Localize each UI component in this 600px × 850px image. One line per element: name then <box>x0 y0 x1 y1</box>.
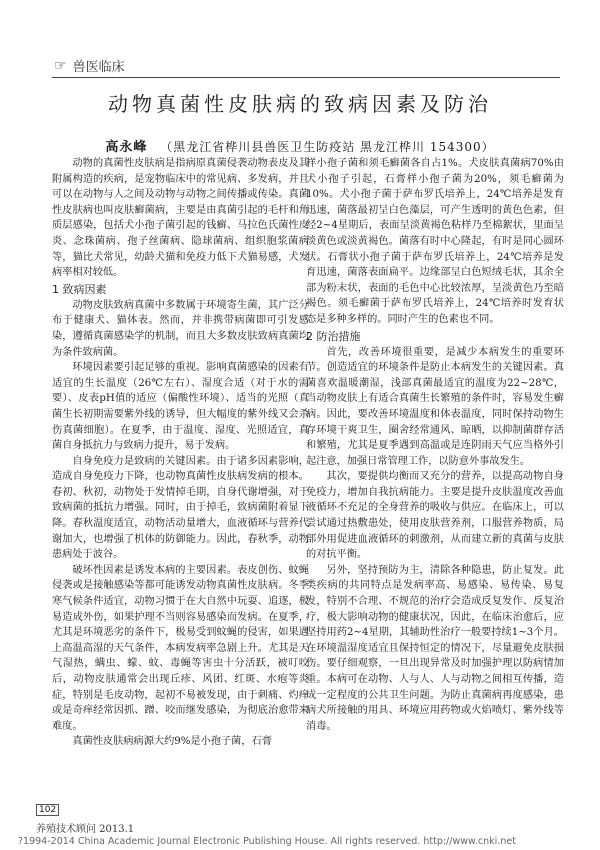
paragraph: 环境因素要引起足够的重视。影响真菌感染的因素有适宜的生长温度（26℃左右）、湿度合适（对于水的需要）、皮表pH值的适应（偏酸性环境）、适当的光照（真菌生长初期需要紫外线的诱导，但大幅度的紫外线又会杀伤真菌细胞）。在夏季，由于温度、湿度、光照适宜，真菌自身抵抗力与致病力提升，易于发病。 <box>52 362 309 452</box>
section-heading: 2 防治措施 <box>306 329 361 343</box>
section-heading: 1 致病因素 <box>52 282 107 296</box>
paragraph: 动物的真菌性皮肤病是指病原真菌侵袭动物表皮及其附属构造的疾病，是宠物临床中的常见病、多发病，并且可以在动物与人之间及动物与动物之间传播或传染。真菌性皮肤病也叫皮肤癣菌病，主要是由真菌引起的毛杆和角质层感染，包括犬小孢子菌引起的钱癣、马拉色氏菌性皮炎、念珠菌病、孢子丝菌病、隐球菌病、组织胞浆菌病等，猫比犬常见，幼龄犬猫和免疫力低下犬猫易感，犬发病率相对较低。 <box>52 158 309 279</box>
copyright-notice: ?1994-2014 China Academic Journal Electronic Publishing House. All rights reserved. http://www.cnki.net <box>18 836 516 847</box>
page-number: 102 <box>36 804 59 816</box>
author-name: 高永峰 <box>105 140 148 155</box>
author-affiliation: （黑龙江省桦川县兽医卫生防疫站 黑龙江桦川 154300） <box>160 140 495 154</box>
paragraph: 真菌性皮肤病病源大约9%是小孢子菌，石膏 <box>72 736 272 748</box>
pen-icon: ☞ <box>54 57 67 74</box>
paragraph: 首先，改善环境很重要，是减少本病发生的重要环节。创造适宜的环境条件是防止本病发生的关键因素。真菌喜欢温暖潮湿，浅部真菌最适宜的温度为22~28℃，当动物皮肤上有适合真菌生长繁殖的条件时，容易发生癣病。因此，要改善环境温度和体表温度，同时保持动物生存环境干爽卫生，圈舍经常通风、晾晒，以抑制菌群存活和繁殖，尤其是夏季遇到高温或是连阴雨天气应当格外引起注意，加强日常管理工作，以防意外事故发生。 <box>306 346 564 467</box>
journal-footer: 养殖技术顾问 2013.1 <box>36 824 135 835</box>
paragraph: 破坏性因素是诱发本病的主要因素。表皮创伤、蚊蝇侵袭或是接触感染等都可能诱发动物真菌性皮肤病。冬季寒气候条件适宜，动物习惯于在大自然中玩耍、追逐，极易造成外伤，如果护理不当则容易感染而发病。在夏季，尤其是环境恶劣的条件下，极易受到蚊蝇的侵害，如果遇上高温高湿的天气条件，本病发病率急剧上升。尤其是天气湿热，螨虫、蠓、蚊、毒蝇等害虫十分活跃，被叮咬后，动物皮肤通常会出现丘疹、风团、红斑、水疱等炎症，特别是毛皮动物，起初不易被发现，由于刺痛、灼痒或是奇痒经常因抓、蹭、咬而继发感染，为彻底治愈带来难度。 <box>52 564 309 732</box>
paragraph: 其次，要提供均衡而又充分的营养，以提高动物自身免疫力，增加自我抗病能力。主要是提升皮肤温度改善血液循环不充足的全身营养的吸收与供应。在临床上，可以尝试通过热敷患处，使用皮肤营养剂，口服营养物质，局部外用促进血液循环的刺激剂，从而建立新的真菌与皮肤的对抗平衡。 <box>306 471 564 561</box>
paragraph: 样小孢子菌和须毛癣菌各自占1%。犬皮肤真菌病70%由犬小孢子引起，石膏样小孢子菌为20%，须毛癣菌为10%。犬小孢子菌于萨布罗氏培养上，24℃培养是发育迅速，菌落最初呈白色藻层，可产生透明的黄色色素，但经2~4星期后，表面呈淡黄褐色粘样乃至棉絮状，里面呈淡黄色或淡黄褐色。菌落有时中心隆起，有时是同心圆环状。石膏状小孢子菌于萨布罗氏培养上，24℃培养是发育迅速，菌落表面扁平。边缘部呈白色短绒毛状，其余全部为粉末状，表面的毛色中心比较浓厚，呈淡黄色乃至暗褐色。须毛癣菌于萨布罗氏培养上，24℃培养时发育状态是多种多样的。同时产生的色素也不同。 <box>306 158 564 325</box>
paragraph: 另外，坚持预防为主，清除各种隐患，防止复发。此类疾病的共同特点是发病率高、易感染、易传染、易复发，特别不合理、不规范的治疗会造成反复发作、反复治疗，极大影响动物的健康状况，因此，在临床治愈后，应坚持用药2~4星期，其辅助性治疗一般要持续1~3个月。在环境温湿度适宜且保持恒定的情况下，尽量避免皮肤损伤。要仔细观察，一旦出现异常及时加强护理以防病情加重。本病可在动物、人与人、人与动物之间相互传播，造成一定程度的公共卫生问题。为防止真菌病再度感染，患病犬所接触的用具、环境应用药物或火焰喷灯、紫外线等消毒。 <box>306 564 564 732</box>
author-line <box>0 136 600 155</box>
section-title: 兽医临床 <box>72 60 125 75</box>
header-rule <box>52 77 560 78</box>
paragraph: 自身免疫力是致病的关键因素。由于诸多因素影响，造成自身免疫力下降，也动物真菌性皮肤病发病的根本。春初、秋初，动物处于发情掉毛期，自身代谢增强，对于致病菌的抵抗力增强。同时，由于掉毛，致病菌附着显下降。春秋温度适宜，动物活动量增大，血液循环与营养代谢加大，也增强了机体的防御能力。因此，春秋季，动物患病处于波谷。 <box>52 455 309 561</box>
article-title: 动物真菌性皮肤病的致病因素及防治 <box>108 92 492 116</box>
paragraph: 动物皮肤致病真菌中多数属于环境寄生菌，其广泛分布于健康犬、猫体表。然而，并非携带病菌即可引发感染，遵循真菌感染学的机制，而且大多数皮肤致病真菌均为条件致病菌。 <box>52 299 309 358</box>
left-column <box>52 156 309 750</box>
section-header <box>54 56 125 75</box>
right-column <box>306 156 564 734</box>
